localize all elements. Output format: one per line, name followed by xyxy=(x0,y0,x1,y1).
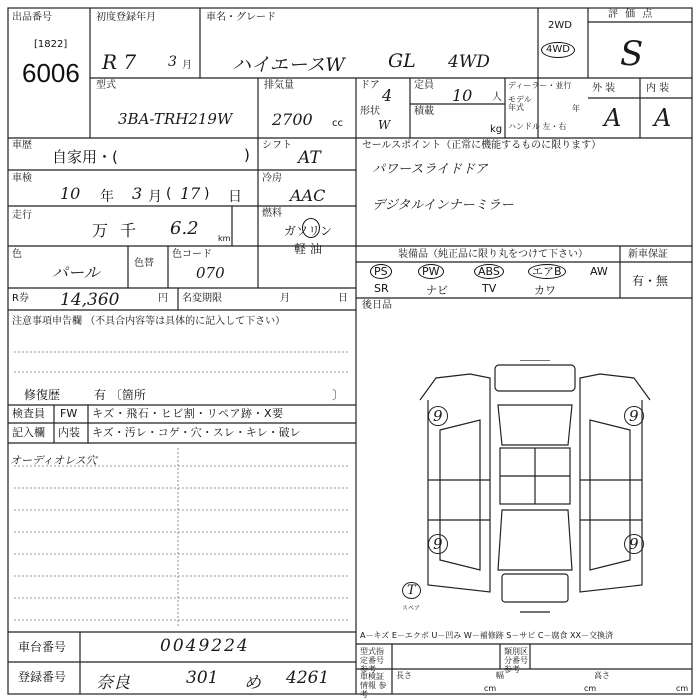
repair-history-value: 有 〔箇所 xyxy=(94,388,146,402)
shift-label: シフト xyxy=(262,140,292,151)
displacement-unit: cc xyxy=(332,118,343,129)
drive-4wd-circled: 4WD xyxy=(541,42,575,58)
inspector-label: 検査員 xyxy=(12,407,45,420)
mileage-value: 6.2 xyxy=(170,218,199,239)
title-change-label: 名変期限 xyxy=(182,293,222,304)
model-year-label: モデル 年式 xyxy=(508,95,532,112)
equipment-sr: SR xyxy=(374,282,389,295)
equipment-tv: TV xyxy=(482,282,497,295)
recycle-unit: 円 xyxy=(158,293,168,304)
sales-point-item: パワースライドドア xyxy=(372,162,488,177)
mileage-man-unit: 万 xyxy=(92,221,109,240)
title-change-month: 月 xyxy=(280,293,290,304)
color-change-label: 色替 xyxy=(134,258,154,269)
plate-kana: め xyxy=(244,673,261,693)
rating-label: 評 価 点 xyxy=(608,9,655,20)
equipment-label: 装備品（純正品に限り丸をつけて下さい） xyxy=(398,249,588,260)
category-number-label: 類別区分番号 参考 xyxy=(504,647,528,674)
plate-class: 301 xyxy=(186,668,219,688)
car-name: ハイエースW xyxy=(232,54,345,76)
inspection-month-unit: 月 xyxy=(148,189,162,205)
mileage-unit: km xyxy=(218,234,231,243)
car-drive: 4WD xyxy=(448,52,490,72)
shape-value: W xyxy=(378,118,391,132)
interior-grade: A xyxy=(654,104,672,132)
shift-value: AT xyxy=(298,148,321,168)
lot-number: 6006 xyxy=(22,58,80,88)
later-items-label: 後日品 xyxy=(362,300,392,311)
first-registration-month: 3 xyxy=(168,54,177,70)
capacity-unit: 人 xyxy=(492,92,502,103)
color-code-value: 070 xyxy=(196,264,225,282)
length-unit: cm xyxy=(484,684,497,693)
mileage-label: 走行 xyxy=(12,210,32,221)
inspection-year: 10 xyxy=(60,184,81,203)
fuel-gasoline-circle xyxy=(302,218,320,238)
equipment-airbag: エアB xyxy=(528,264,566,279)
width-unit: cm xyxy=(584,684,597,693)
car-grade: GL xyxy=(388,50,416,72)
fuel-gasoline: ガソリン xyxy=(284,224,333,238)
title-change-day: 日 xyxy=(338,293,348,304)
displacement-label: 排気量 xyxy=(264,80,294,91)
capacity-label: 定員 xyxy=(414,80,434,91)
tire-mark: 9 xyxy=(624,406,644,426)
aircon-label: 冷房 xyxy=(262,173,282,184)
doors-label: ドア xyxy=(360,80,380,91)
drive-2wd-option: 2WD xyxy=(548,20,572,31)
inspection-year-unit: 年 xyxy=(100,189,114,205)
recycle-amount: 14,360 xyxy=(60,290,120,310)
notes-label: 注意事項申告欄 （不具合内容等は具体的に記入して下さい） xyxy=(12,316,286,327)
model-code: 3BA-TRH219W xyxy=(118,110,233,128)
length-label: 長さ xyxy=(396,671,412,680)
width-label: 幅 xyxy=(496,671,504,680)
dealer-label: ディーラー・並行 xyxy=(508,81,572,90)
equipment-leather: カワ xyxy=(534,284,556,297)
equipment-navi: ナビ xyxy=(426,284,448,297)
shape-label: 形状 xyxy=(360,106,380,117)
model-year-unit: 年 xyxy=(572,104,580,113)
inspection-day-unit: 日 xyxy=(228,189,242,205)
fw-items: キズ・飛石・ヒビ割・リペア跡・X要 xyxy=(92,407,284,420)
interior-row-label: 内装 xyxy=(58,426,80,439)
mileage-sen-unit: 千 xyxy=(120,221,137,240)
interior-label: 内 装 xyxy=(646,83,670,94)
color-code-label: 色コード xyxy=(172,249,212,260)
exterior-grade: A xyxy=(604,104,622,132)
capacity-value: 10 xyxy=(452,86,473,105)
tire-mark: 9 xyxy=(428,406,448,426)
fuel-label: 燃料 xyxy=(262,208,282,219)
recycle-label: R券 xyxy=(12,293,29,304)
rating-value: S xyxy=(620,34,644,74)
aircon-value: AAC xyxy=(290,186,326,205)
damage-legend: A－キズ E－エクボ U－凹み W－補修跡 S－サビ C－腐食 XX－交換済 xyxy=(360,631,614,640)
history-close: ) xyxy=(244,146,250,164)
equipment-pw: PW xyxy=(418,264,444,279)
spare-tire-label: スペア xyxy=(402,605,421,612)
first-registration-year: R 7 xyxy=(102,50,137,74)
type-designation-label: 型式指定番号 参考 xyxy=(360,647,384,674)
fuel-diesel: 軽 油 xyxy=(294,242,322,256)
interior-items: キズ・汚レ・コゲ・穴・スレ・キレ・破レ xyxy=(92,426,301,439)
plate-number: 4261 xyxy=(286,668,330,688)
exterior-label: 外 装 xyxy=(592,83,616,94)
load-label: 積載 xyxy=(414,106,434,117)
inspection-day: 17 xyxy=(180,184,201,203)
lot-sub-number: [1822] xyxy=(34,39,68,50)
plate-region: 奈良 xyxy=(96,673,130,693)
inspector-note: オーディオレス穴 xyxy=(10,454,97,467)
doors-value: 4 xyxy=(382,86,393,105)
equipment-aw: AW xyxy=(590,265,608,278)
chassis-number-label: 車台番号 xyxy=(18,640,67,654)
repair-history-close: 〕 xyxy=(332,388,345,402)
fw-label: FW xyxy=(60,407,78,420)
chassis-number: 0049224 xyxy=(160,636,250,656)
model-label: 型式 xyxy=(96,80,116,91)
sales-points-label: セールスポイント（正常に機能するものに限ります） xyxy=(362,140,602,151)
equipment-abs: ABS xyxy=(474,264,504,279)
month-unit: 月 xyxy=(182,60,192,71)
new-car-warranty-value: 有・無 xyxy=(632,274,669,288)
registration-number-label: 登録番号 xyxy=(18,670,67,684)
lot-number-label: 出品番号 xyxy=(12,12,52,23)
tire-mark: 9 xyxy=(428,534,448,554)
displacement-value: 2700 xyxy=(272,110,313,129)
spare-tire-mark: T xyxy=(402,582,421,599)
height-label: 高さ xyxy=(594,671,610,680)
equipment-ps: PS xyxy=(370,264,392,279)
inspection-day-open-paren: ( xyxy=(166,186,172,202)
handle-label: ハンドル 左・右 xyxy=(508,122,567,131)
history-label: 車歴 xyxy=(12,140,32,151)
inspection-day-close-paren: ) xyxy=(204,186,210,202)
first-registration-label: 初度登録年月 xyxy=(96,12,156,23)
tire-mark: 9 xyxy=(624,534,644,554)
car-body-diagram xyxy=(400,360,670,615)
entry-field-label: 記入欄 xyxy=(12,426,45,439)
repair-history-label: 修復歴 xyxy=(24,388,61,402)
load-unit: kg xyxy=(490,124,503,135)
new-car-warranty-label: 新車保証 xyxy=(628,249,668,260)
vehicle-cert-label: 車検証情報 参考 xyxy=(360,672,387,699)
height-unit: cm xyxy=(676,684,689,693)
color-value: パール xyxy=(52,263,100,282)
inspection-label: 車検 xyxy=(12,173,32,184)
inspection-month: 3 xyxy=(132,184,143,203)
color-label: 色 xyxy=(12,249,22,260)
sales-point-item: デジタルインナーミラー xyxy=(372,198,514,213)
history-value: 自家用・( xyxy=(52,148,118,166)
car-name-label: 車名・グレード xyxy=(206,12,276,23)
